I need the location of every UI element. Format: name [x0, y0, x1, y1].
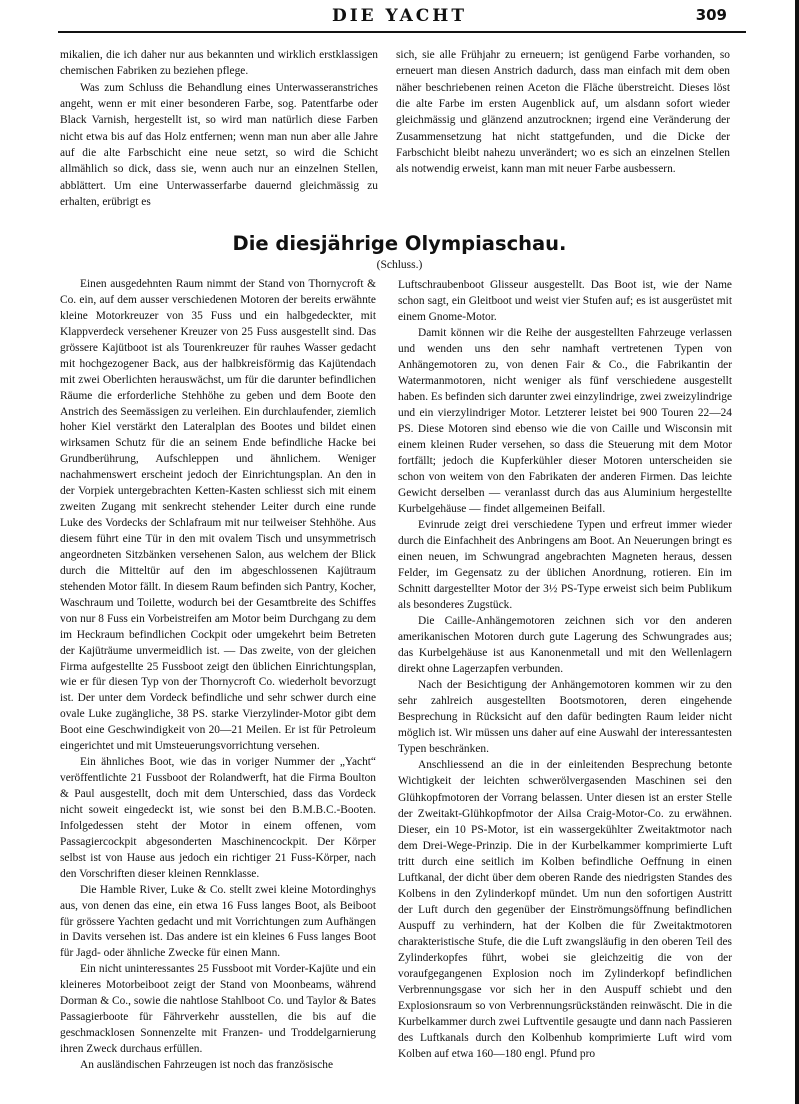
paragraph: Die Caille-Anhängemotoren zeichnen sich vor den anderen amerikanischen Motoren durch gute Lagerung des Schwungrades aus; das Kurbelgehäuse ist aus Kanonenmetall und mit den Wellenlagern direkt ohne Lagerzapfen verbunden. [398, 615, 732, 676]
paragraph: Luftschraubenboot Glisseur ausgestellt. Das Boot ist, wie der Name schon sagt, ein Gleitboot und weist vier Stufen auf; es ist ausgerüstet mit einem Gnome-Motor. [398, 279, 732, 324]
page-edge-border [795, 0, 799, 1104]
paragraph: Einen ausgedehnten Raum nimmt der Stand von Thornycroft & Co. ein, auf dem ausser verschiedenen Motoren der bereits erwähnte kleine Motorkreuzer von 35 Fuss und ein halbgedeckter, mit Klappverdeck versehener Kreuzer von 25 Fuss ausgestellt sind. Das grössere Kajütboot ist als Tourenkreuzer für rauhes Wasser gedacht mit hochgezogener Back, aus der halbkreisförmig das Kajütendach mit zwei Oberlichten herauswächst, um für die darunter befindlichen Räume die erforderliche Stehhöhe zu geben und dem Boote den Anstrich des Seemässigen zu verleihen. Ein durchlaufender, ziemlich hoher Kiel verstärkt den Lateralplan des Bootes und bildet einen wirksamen Schutz für die an seinem Ende befindliche Hacke bei Grundberührung, Aufschleppen und ähnlichem. Weniger nachahmenswert erscheint jedoch der Einrichtungsplan. An den in der Vorpiek untergebrachten Ketten-Kasten schliesst sich mit einem zweiten Zugang mit senkrecht stehender Leiter durch eine runde Luke des Vordecks der Schlafraum mit nur teilweiser Stehhöhe. Aus diesem führt eine Tür in den mit ovalem Tisch und unsymmetrisch angeordneten Sitzbänken versehenen Salon, aus welchem der Blick durch die Mitteltür auf den im abgeschlossenen Kajütraum stehenden Motor fällt. In diesem Raum befinden sich Pantry, Kocher, Waschraum und Toilette, wodurch bei der Gesamtbreite des Schiffes von nur 8 Fuss ein Vorbeistreifen am Motor beim Durchgang zu dem im Heckraum befindlichen Cockpit oder umgekehrt beim Betreten der Kajüträume unvermeidlich ist. — Das zweite, von der gleichen Firma aufgestellte 25 Fussboot zeigt den üblichen Einrichtungsplan, wie er für diesen Typ von der Thornycroft Co. wiederholt bevorzugt ist. Der unter dem Vordeck befindliche und sehr schwer durch eine ovale Luke zugängliche, 38 PS. starke Vierzylinder-Motor gibt dem Boot eine Geschwindigkeit von 20—21 Meilen. Er ist für Petroleum eingerichtet und mit Umsteuerungsvorrichtung versehen. [60, 278, 376, 753]
article-title: Die diesjährige Olympiaschau. [232, 232, 567, 255]
article-left-column [60, 277, 376, 1074]
paragraph: Nach der Besichtigung der Anhängemotoren kommen wir zu den sehr zahlreich ausgestellten Bootsmotoren, deren eingehende Besprechung in Rücksicht auf den dafür bedingten Raum leider nicht möglich ist. Wir müssen uns daher auf eine Auswahl der interessantesten Typen beschränken. [398, 679, 732, 756]
paragraph: Evinrude zeigt drei verschiedene Typen und erfreut immer wieder durch die Einfachheit des Anbringens am Boot. An Neuerungen bringt es einen neuen, im Schwungrad angebrachten Magneten heraus, dessen Felder, im Gegensatz zu der üblichen Anordnung, rotieren. Ein im Schnitt dargestellter Motor der 3½ PS-Type erweist sich beim Publikum als besonderes Zugstück. [398, 519, 732, 612]
header-rule [58, 31, 746, 33]
article-subtitle: (Schluss.) [376, 259, 423, 271]
article-right-column [398, 277, 732, 1062]
paragraph: mikalien, die ich daher nur aus bekannten und wirklich erstklassigen chemischen Fabriken zu beziehen pflege. [60, 49, 378, 78]
page-number: 309 [695, 6, 727, 24]
paragraph: Was zum Schluss die Behandlung eines Unterwasseranstriches angeht, wenn er mit einer besonderen Farbe, sog. Patentfarbe oder Black Varnish, hergestellt ist, so wird man natürlich diese Farben nicht etwa bis auf das Holz entfernen; wenn man nun aber alle Jahre auf die alte Farbschicht eine neue setzt, so wird die Schicht allmählich so dick, dass sie, wenn auch nur an einzelnen Stellen, abblättert. Um eine Unterwasserfarbe dauernd gleichmässig zu erhalten, erübrigt es [60, 81, 378, 209]
paragraph: Die Hamble River, Luke & Co. stellt zwei kleine Motordinghys aus, von denen das eine, ein etwa 16 Fuss langes Boot, als Beiboot für grössere Yachten gedacht und mit Vorrichtungen zum Aufhängen in Davits versehen ist. Das andere ist ein kleines 6 Fuss langes Boot für Jagd- oder ähnliche Zwecke für einen Mann. [60, 883, 376, 960]
continued-text-left-column [60, 47, 378, 210]
paragraph: An ausländischen Fahrzeugen ist noch das französische [80, 1058, 334, 1071]
paragraph: Damit können wir die Reihe der ausgestellten Fahrzeuge verlassen und wenden uns den sehr namhaft vertretenen Typen von Anhängemotoren zu, von denen Fair & Co., die Fabrikantin der Watermanmotoren, nicht weniger als fünf verschiedene ausgestellt haben. Es befinden sich darunter zwei einzylindrige, zwei zweizylindrige und ein vierzylindriger Motor. Letzterer leistet bei 900 Touren 22—24 PS. Diese Motoren sind ebenso wie die von Caille und Wisconsin mit einem kleinen Ruder versehen, so dass die Steuerung mit dem Motor fortfällt; jedoch die Kupferkühler dieser Motoren unterscheiden sie schon von weitem von den Fabrikaten der anderen Firmen. Das leichte Gewicht derselben — veranlasst durch das aus Aluminium hergestellte Kurbelgehäuse — findet allgemeinen Beifall. [398, 327, 732, 516]
paragraph: Anschliessend an die in der einleitenden Besprechung betonte Wichtigkeit der leichten schwerölvergasenden Maschinen sei den Glühkopfmotoren der Vorrang belassen. Unter diesen ist an erster Stelle der Zweitakt-Glühkopfmotor der Ailsa Craig-Motor-Co. zu erwähnen. Dieser, ein 10 PS-Motor, ist ein wassergekühlter Zweitaktmotor nach dem Drei-Wege-Prinzip. Die in der Kurbelkammer komprimierte Luft tritt durch eine seitlich im Kolben befindliche Oeffnung in einen Luftkanal, der dicht über dem oberen Rande des niedrigsten Standes des Kolbens in den Zylinderkopf mündet. Um nun den sofortigen Austritt der Luft durch den gegenüber der Einströmungsöffnung befindlichen Auspuff zu verhindern, hat der Kolben die für Zweitaktmotoren charakteristische Stufe, die die Luft zwangsläufig in den oberen Teil des Zylinderkopfes führt, wobei sie gleichzeitig die von der voraufgegangenen Explosion noch im Zylinderkopf befindlichen Verbrennungsgase vor sich her in den Auspuff schiebt und den Explosionsraum so von Verbrennungsrückständen reinwäscht. Die in die Kurbelkammer durch zwei Luftventile gesaugte und dann nach Passieren des Luftkanals durch den Kolbenhub komprimierte Luft wird vom Kolben auf etwa 160—180 engl. Pfund pro [398, 759, 732, 1060]
paragraph: sich, sie alle Frühjahr zu erneuern; ist genügend Farbe vorhanden, so erneuert man diesen Anstrich dadurch, dass man einfach mit dem oben näher beschriebenen reinen Aceton die Fläche überstreicht. Dieses löst die alte Farbe im ersten Augenblick auf, um alsdann sofort wieder gleichmässig und glänzend anzutrocknen; irgend eine Veränderung der Zusammensetzung hat nicht stattgefunden, und die Dicke der Farbschicht bleibt nahezu unverändert; wo es sich an einzelnen Stellen als notwendig erweist, kann man mit neuer Farbe ausbessern. [396, 49, 730, 176]
paragraph: Ein nicht uninteressantes 25 Fussboot mit Vorder-Kajüte und ein kleineres Motorbeiboot zeigt der Stand von Moonbeams, während Dorman & Co., sowie die nahtlose Stahlboot Co. und Taylor & Bates Passagierboote für Fährverkehr ausstellen, die bis auf die geschmacklosen Sonnenzelte mit Franzen- und Troddelgarnierung ihren Zweck durchaus erfüllen. [60, 963, 376, 1055]
paragraph: Ein ähnliches Boot, wie das in voriger Nummer der „Yacht“ veröffentlichte 21 Fussboot der Rolandwerft, hat die Firma Boulton & Paul ausgestellt, doch mit dem Unterschied, dass das Vordeck nicht soweit eingedeckt ist, wie sonst bei den B.M.B.C.-Booten. Infolgedessen steht der Motor in einem offenen, vom Passagiercockpit abgesonderten Maschinencockpit. Der Körper selbst ist von Hause aus jedoch ein richtiger 21 Fuss-Körper, nach den Vorschriften dieser kleinen Rennklasse. [60, 756, 376, 880]
page-header [0, 0, 799, 40]
running-title: DIE YACHT [331, 6, 468, 26]
continued-text-right-column [396, 47, 730, 178]
